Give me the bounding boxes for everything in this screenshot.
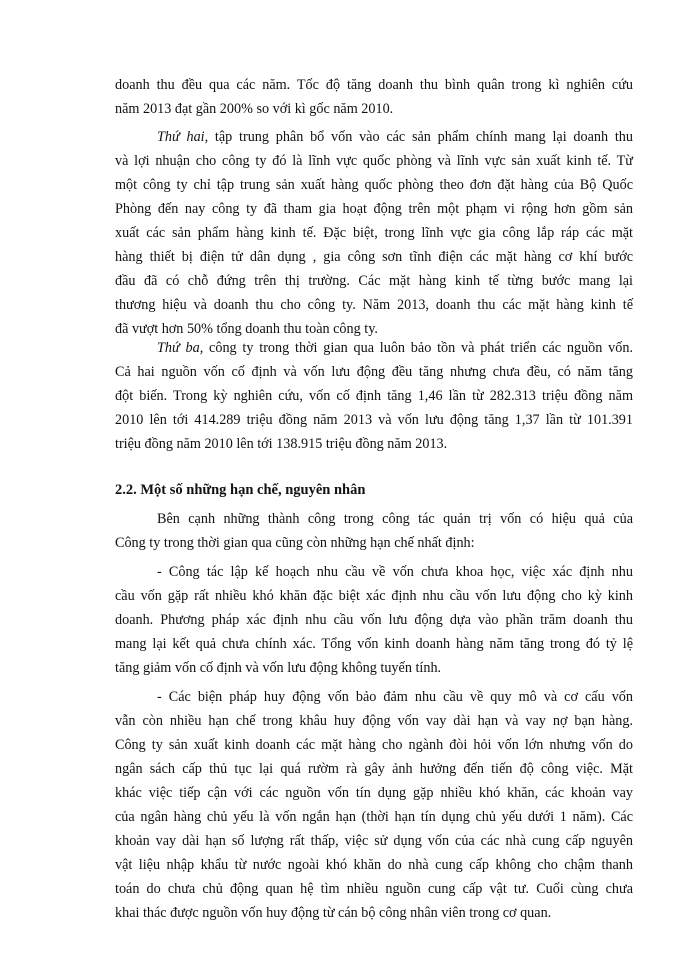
paragraph-lead-rest: công ty trong thời gian qua luôn bảo tồn và phát triển các nguồn vốn. xyxy=(203,340,633,356)
text-line: xuất các sản phẩm hàng kinh tế. Đặc biệt, trong lĩnh vực gia công lắp ráp các mặt xyxy=(115,225,633,241)
text-line: vật liệu nhập khẩu từ nước ngoài khó khăn do nhà cung cấp không cho chậm thanh xyxy=(115,857,633,873)
paragraph-bullet-1 xyxy=(115,560,633,680)
paragraph-lead: Thứ ba, xyxy=(157,340,204,356)
text-line: triệu đồng năm 2010 lên tới 138.915 triệu đồng năm 2013. xyxy=(115,436,448,452)
text-line: một công ty chỉ tập trung sản xuất hàng quốc phòng theo đơn đặt hàng của Bộ Quốc xyxy=(115,177,633,193)
text-line: và lợi nhuận cho công ty đó là lĩnh vực quốc phòng và lĩnh vực sản xuất kinh tế. Từ xyxy=(115,153,633,169)
paragraph-thu-hai xyxy=(115,125,633,341)
text-line: khác việc tiếp cận với các nguồn vốn tín dụng gặp nhiều khó khăn, các khoản vay xyxy=(115,785,633,801)
text-line: của ngân hàng chủ yếu là vốn ngắn hạn (thời hạn tín dụng chủ yếu dưới 1 năm). Các xyxy=(115,809,633,825)
paragraph-intro xyxy=(115,507,633,555)
text-line xyxy=(115,125,633,149)
text-line: đột biến. Trong kỳ nghiên cứu, vốn cố định tăng 1,46 lần từ 282.313 triệu đồng năm xyxy=(115,388,633,404)
text-line: cầu vốn gặp rất nhiều khó khăn đặc biệt xác định nhu cầu vốn lưu động cho kỳ kinh xyxy=(115,588,633,604)
section-heading: 2.2. Một số những hạn chế, nguyên nhân xyxy=(115,482,366,498)
text-line: doanh. Phương pháp xác định nhu cầu vốn lưu động dựa vào phần trăm doanh thu xyxy=(115,612,633,628)
text-line: doanh thu đều qua các năm. Tốc độ tăng doanh thu bình quân trong kì nghiên cứu xyxy=(115,77,633,93)
paragraph-bullet-2 xyxy=(115,685,633,925)
paragraph-thu-ba xyxy=(115,336,633,456)
text-line xyxy=(115,336,633,360)
text-line: năm 2013 đạt gần 200% so với kì gốc năm 2010. xyxy=(115,101,394,117)
text-line: khoản vay dài hạn số lượng rất thấp, việc sử dụng vốn của các nhà cung cấp nguyên xyxy=(115,833,633,849)
text-line: đầu đã có chỗ đứng trên thị trường. Các mặt hàng kinh tế từng bước mang lại xyxy=(115,273,633,289)
text-line: ngân sách cấp thủ tục lại quá rườm rà gây ảnh hưởng đến tiến độ công việc. Mặt xyxy=(115,761,633,777)
text-line: khai thác được nguồn vốn huy động từ cán bộ công nhân viên trong cơ quan. xyxy=(115,905,552,921)
text-line: mang lại kết quả chưa chính xác. Tổng vốn kinh doanh hàng năm tăng trong đó tỷ lệ xyxy=(115,636,633,652)
paragraph-lead: Thứ hai, xyxy=(157,129,209,145)
text-line: hàng thiết bị điện tử dân dụng , gia công sơn tĩnh điện các mặt hàng cơ khí bước xyxy=(115,249,633,265)
text-line: Cả hai nguồn vốn cố định và vốn lưu động đều tăng nhưng chưa đều, có năm tăng xyxy=(115,364,633,380)
text-line: - Công tác lập kế hoạch nhu cầu về vốn chưa khoa học, việc xác định nhu xyxy=(157,564,633,580)
text-line: toán do chưa chủ động quan hệ tìm nhiều nguồn cung cấp vật tư. Cuối cùng chưa xyxy=(115,881,633,897)
text-line: thương hiệu và doanh thu cho công ty. Năm 2013, doanh thu các mặt hàng kinh tế xyxy=(115,297,633,313)
text-line: đã vượt hơn 50% tổng doanh thu toàn công ty. xyxy=(115,321,378,337)
paragraph-continuation xyxy=(115,73,633,121)
text-line: vẫn còn nhiều hạn chế trong khâu huy động vốn vay dài hạn và vay nợ bạn hàng. xyxy=(115,713,633,729)
text-line: 2010 lên tới 414.289 triệu đồng năm 2013 và vốn lưu động tăng 1,37 lần từ 101.391 xyxy=(115,412,633,428)
paragraph-lead-rest: tập trung phân bổ vốn vào các sản phẩm chính mang lại doanh thu xyxy=(208,129,633,145)
text-line: Bên cạnh những thành công trong công tác quản trị vốn có hiệu quả của xyxy=(157,511,633,527)
text-line: Phòng đến nay công ty đã tham gia hoạt động trên một phạm vi rộng hơn gồm sản xyxy=(115,201,633,217)
text-line: Công ty trong thời gian qua cũng còn những hạn chế nhất định: xyxy=(115,535,475,551)
text-line: tăng giảm vốn cố định và vốn lưu động không tuyến tính. xyxy=(115,660,442,676)
text-line: - Các biện pháp huy động vốn bảo đảm nhu cầu về quy mô và cơ cấu vốn xyxy=(157,689,633,705)
text-line: Công ty sản xuất kinh doanh các mặt hàng cho ngành đòi hỏi vốn lớn nhưng vốn do xyxy=(115,737,633,753)
